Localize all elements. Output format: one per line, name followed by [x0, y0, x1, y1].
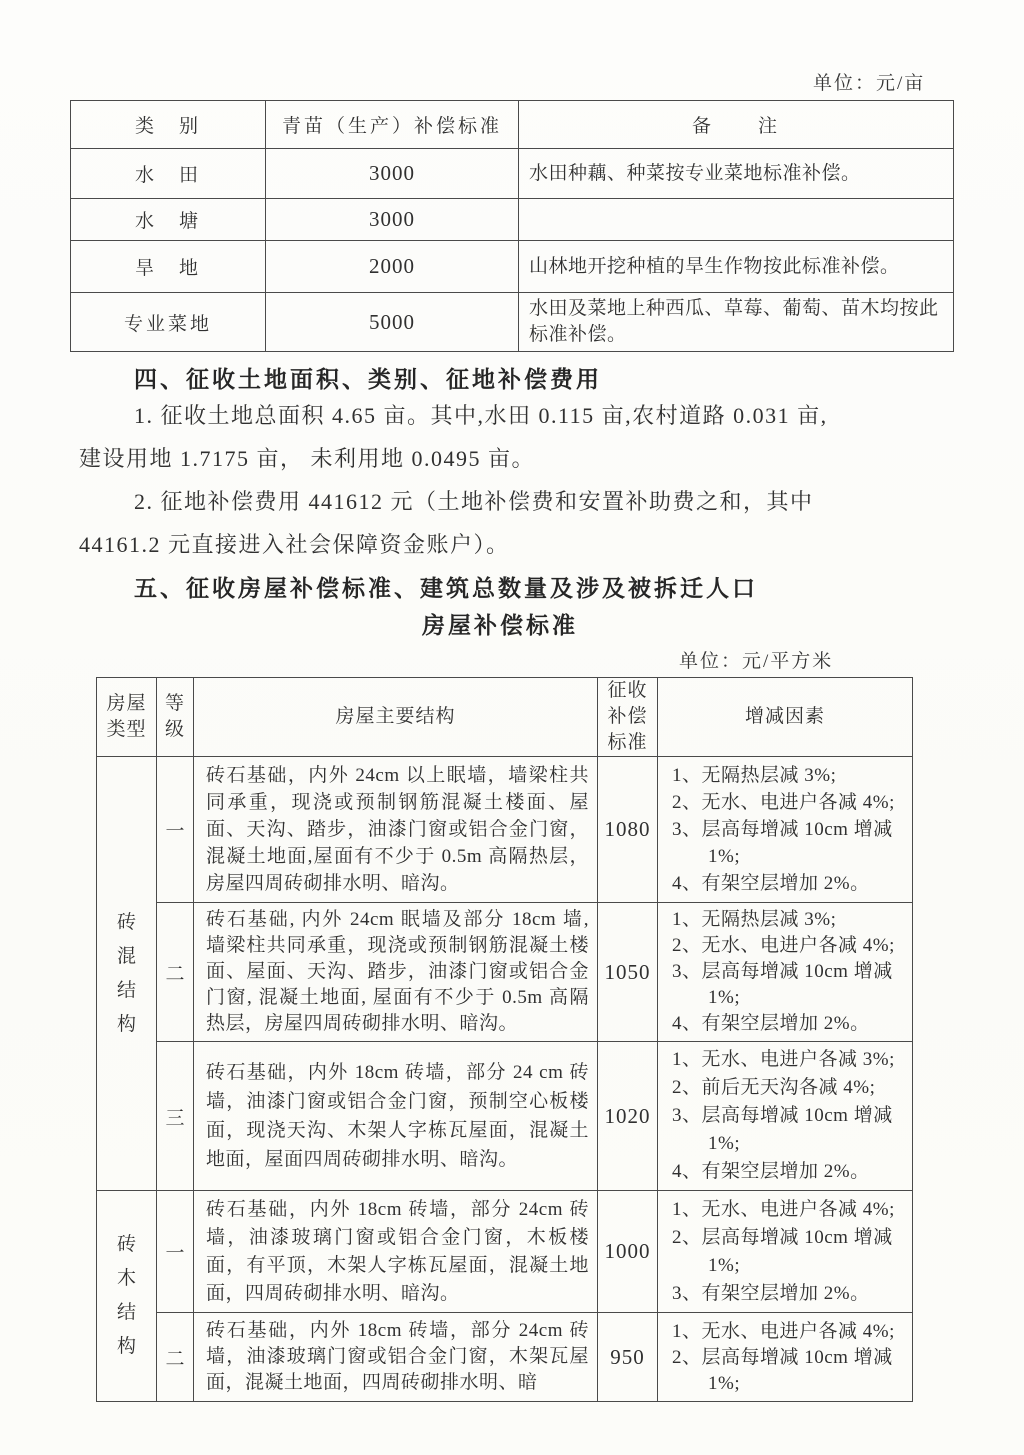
table-row	[97, 903, 913, 1042]
table-row	[71, 241, 954, 293]
section-4-heading: 四、征收土地面积、类别、征地补偿费用	[134, 367, 602, 392]
standard-cell: 950	[598, 1313, 658, 1402]
factor-item: 4、有架空层增加 2%。	[672, 1161, 870, 1182]
factors-cell	[658, 903, 913, 1042]
unit-label-yuan-per-mu: 单位：元/亩	[813, 73, 926, 94]
table-row	[71, 293, 954, 352]
table-row	[97, 1313, 913, 1402]
structure-cell: 砖石基础, 内外 24cm 眠墙及部分 18cm 墙, 墙梁柱共同承重，现浇或预制钢筋混凝土楼面、屋面、天沟、踏步，油漆门窗或铝合金门窗, 混凝土地面, 屋面有不少于 0.5m 高隔热层，房屋四周砖砌排水明、暗沟。	[194, 903, 598, 1042]
standard-cell: 3000	[266, 149, 519, 199]
structure-cell: 砖石基础，内外 18cm 砖墙，部分 24 cm 砖墙，油漆门窗或铝合金门窗，预制空心板楼面，现浇天沟、木架人字栋瓦屋面，混凝土地面，屋面四周砖砌排水明、暗沟。	[194, 1042, 598, 1191]
table2-header-standard	[598, 678, 658, 757]
type-char: 构	[116, 1336, 136, 1357]
structure-cell: 砖石基础，内外 18cm 砖墙，部分 24cm 砖墙，油漆玻璃门窗或铝合金门窗，木板楼面，有平顶，木架人字栋瓦屋面，混凝土地面，四周砖砌排水明、暗沟。	[194, 1191, 598, 1313]
house-compensation-table	[96, 677, 913, 1402]
factor-item: 2、无水、电进户各减 4%;	[672, 935, 895, 956]
crop-compensation-table	[70, 100, 954, 352]
land-area-paragraph-line-1: 1. 征收土地总面积 4.65 亩。其中,水田 0.115 亩,农村道路 0.031 亩,	[134, 403, 828, 428]
factor-item: 4、有架空层增加 2%。	[672, 1013, 870, 1034]
standard-cell: 1050	[598, 903, 658, 1042]
type-char: 砖	[116, 1234, 136, 1255]
type-char: 结	[116, 979, 136, 1001]
standard-cell: 5000	[266, 293, 519, 352]
header-line: 标准	[607, 732, 648, 753]
factor-item: 3、有架空层增加 2%。	[672, 1282, 870, 1304]
house-type-cell-brick-wood	[97, 1191, 157, 1402]
type-char: 构	[116, 1013, 136, 1035]
grade-cell: 一	[157, 1191, 194, 1313]
factor-item: 3、层高每增减 10cm 增减 1%;	[672, 819, 893, 867]
compensation-fee-paragraph-line-2: 44161.2 元直接进入社会保障资金账户）。	[79, 532, 510, 557]
standard-cell: 1000	[598, 1191, 658, 1313]
structure-cell: 砖石基础，内外 24cm 以上眠墙，墙梁柱共同承重，现浇或预制钢筋混凝土楼面、屋面、天沟、踏步，油漆门窗或铝合金门窗，混凝土地面,屋面有不少于 0.5m 高隔热层，房屋四周砖砌排水明、暗沟。	[194, 757, 598, 903]
note-cell	[519, 199, 954, 241]
note-cell: 水田种藕、种菜按专业菜地标准补偿。	[519, 149, 954, 199]
factor-item: 2、层高每增减 10cm 增减 1%;	[672, 1347, 893, 1394]
type-char: 结	[116, 1302, 136, 1323]
table-row	[97, 757, 913, 903]
factor-item: 1、无水、电进户各减 3%;	[672, 1049, 895, 1070]
factor-item: 2、无水、电进户各减 4%;	[672, 792, 895, 813]
type-char: 砖	[116, 911, 136, 933]
category-cell: 水 田	[71, 149, 266, 199]
note-cell: 山林地开挖种植的旱生作物按此标准补偿。	[519, 241, 954, 293]
land-area-paragraph-line-2: 建设用地 1.7175 亩， 未利用地 0.0495 亩。	[79, 446, 536, 471]
category-cell: 专业菜地	[71, 293, 266, 352]
factor-item: 1、无水、电进户各减 4%;	[672, 1198, 895, 1220]
table-row	[97, 1191, 913, 1313]
house-type-cell-brick-concrete	[97, 757, 157, 1191]
type-char: 混	[116, 945, 136, 967]
table-row	[97, 1042, 913, 1191]
header-line: 房屋	[106, 693, 147, 714]
table2-header-house-type	[97, 678, 157, 757]
factor-item: 1、无隔热层减 3%;	[672, 909, 837, 930]
house-compensation-subtitle: 房屋补偿标准	[422, 613, 578, 638]
table2-header-grade	[157, 678, 194, 757]
factor-item: 2、层高每增减 10cm 增减 1%;	[672, 1226, 893, 1276]
factor-item: 4、有架空层增加 2%。	[672, 873, 870, 894]
grade-cell: 二	[157, 903, 194, 1042]
header-line: 级	[164, 719, 185, 740]
standard-cell: 1020	[598, 1042, 658, 1191]
compensation-fee-paragraph-line-1: 2. 征地补偿费用 441612 元（土地补偿费和安置补助费之和，其中	[134, 489, 814, 514]
grade-cell: 三	[157, 1042, 194, 1191]
factor-item: 3、层高每增减 10cm 增减 1%;	[672, 961, 893, 1008]
table-row	[71, 199, 954, 241]
unit-label-yuan-per-sqm: 单位：元/平方米	[679, 651, 834, 672]
table2-header-row	[97, 678, 913, 757]
factors-cell	[658, 1191, 913, 1313]
grade-cell: 一	[157, 757, 194, 903]
table2-header-factors: 增减因素	[658, 678, 913, 757]
header-line: 补偿	[607, 706, 648, 727]
factors-cell	[658, 1313, 913, 1402]
standard-cell: 3000	[266, 199, 519, 241]
note-cell: 水田及菜地上种西瓜、草莓、葡萄、苗木均按此标准补偿。	[519, 293, 954, 352]
structure-cell: 砖石基础，内外 18cm 砖墙，部分 24cm 砖墙，油漆玻璃门窗或铝合金门窗，木架瓦屋面，混凝土地面，四周砖砌排水明、暗	[194, 1313, 598, 1402]
factors-cell	[658, 757, 913, 903]
section-5-heading: 五、征收房屋补偿标准、建筑总数量及涉及被拆迁人口	[134, 576, 758, 601]
header-line: 类型	[106, 719, 147, 740]
factor-item: 3、层高每增减 10cm 增减 1%;	[672, 1105, 893, 1154]
factor-item: 2、前后无天沟各减 4%;	[672, 1077, 876, 1098]
standard-cell: 1080	[598, 757, 658, 903]
factor-item: 1、无隔热层减 3%;	[672, 765, 837, 786]
table1-header-note: 备 注	[519, 101, 954, 149]
table1-header-standard: 青苗（生产）补偿标准	[266, 101, 519, 149]
category-cell: 旱 地	[71, 241, 266, 293]
table2-header-structure: 房屋主要结构	[194, 678, 598, 757]
header-line: 征收	[607, 680, 648, 701]
table-row	[71, 149, 954, 199]
table1-header-category: 类 别	[71, 101, 266, 149]
category-cell: 水 塘	[71, 199, 266, 241]
table1-header-row	[71, 101, 954, 149]
factors-cell	[658, 1042, 913, 1191]
header-line: 等	[164, 693, 185, 714]
grade-cell: 二	[157, 1313, 194, 1402]
standard-cell: 2000	[266, 241, 519, 293]
type-char: 木	[116, 1268, 136, 1289]
factor-item: 1、无水、电进户各减 4%;	[672, 1321, 895, 1342]
